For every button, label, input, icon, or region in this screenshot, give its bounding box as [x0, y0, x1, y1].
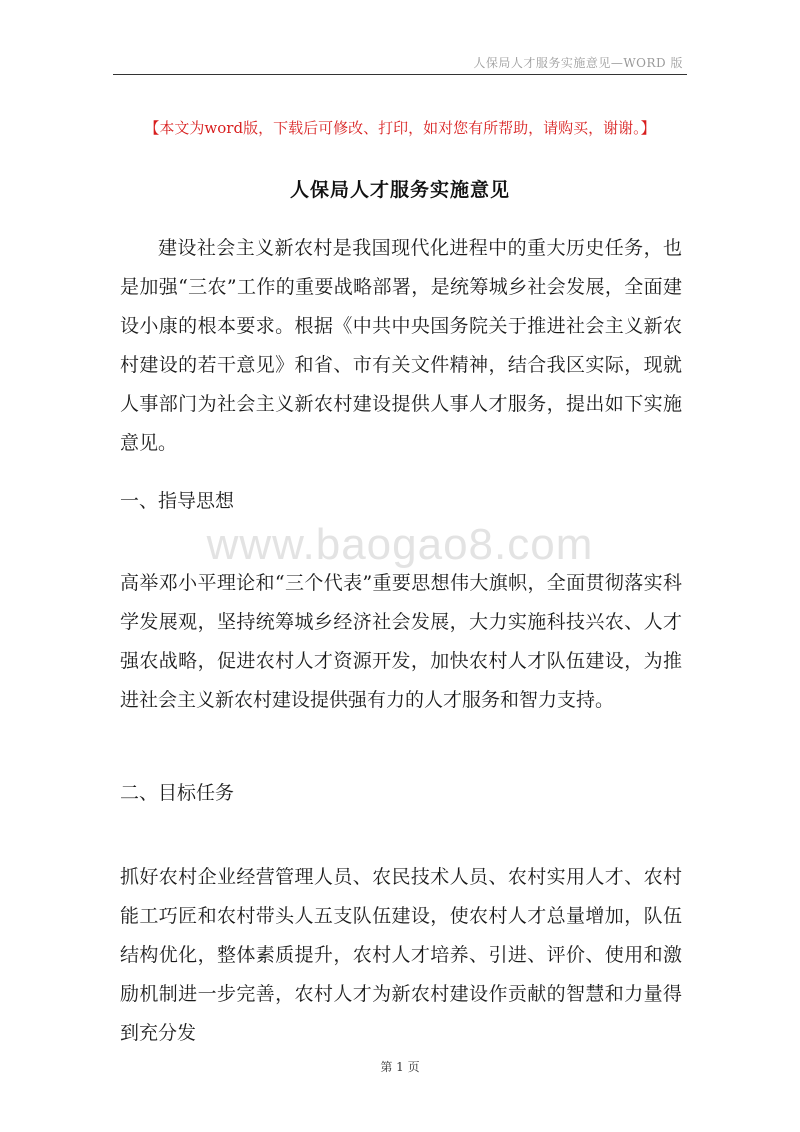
section-heading-guiding-ideology: 一、指导思想	[120, 490, 235, 512]
header-divider	[113, 74, 687, 75]
section-body-objectives: 抓好农村企业经营管理人员、农民技术人员、农村实用人才、农村能工巧匠和农村带头人五支队伍建设，使农村人才总量增加，队伍结构优化，整体素质提升，农村人才培养、引进、评价、使用和激励机制进一步完善，农村人才为新农村建设作贡献的智慧和力量得到充分发	[120, 866, 682, 1044]
document-title: 人保局人才服务实施意见	[289, 179, 510, 201]
running-header: 人保局人才服务实施意见—WORD 版	[473, 56, 683, 70]
page-number: 第 1 页	[380, 1060, 420, 1074]
intro-paragraph: 建设社会主义新农村是我国现代化进程中的重大历史任务，也是加强“三农”工作的重要战略部署，是统筹城乡社会发展，全面建设小康的根本要求。根据《中共中央国务院关于推进社会主义新农村建设的若干意见》和省、市有关文件精神，结合我区实际，现就人事部门为社会主义新农村建设提供人事人才服务，提出如下实施意见。	[120, 237, 682, 454]
section-body-guiding-ideology: 高举邓小平理论和“三个代表”重要思想伟大旗帜，全面贯彻落实科学发展观，坚持统筹城乡经济社会发展，大力实施科技兴农、人才强农战略，促进农村人才资源开发，加快农村人才队伍建设，为推进社会主义新农村建设提供强有力的人才服务和智力支持。	[120, 572, 682, 711]
section-heading-objectives: 二、目标任务	[120, 782, 235, 804]
watermark: www.baogao8.com	[206, 520, 594, 569]
purchase-notice: 【本文为word版，下载后可修改、打印，如对您有所帮助，请购买，谢谢。】	[144, 119, 656, 137]
